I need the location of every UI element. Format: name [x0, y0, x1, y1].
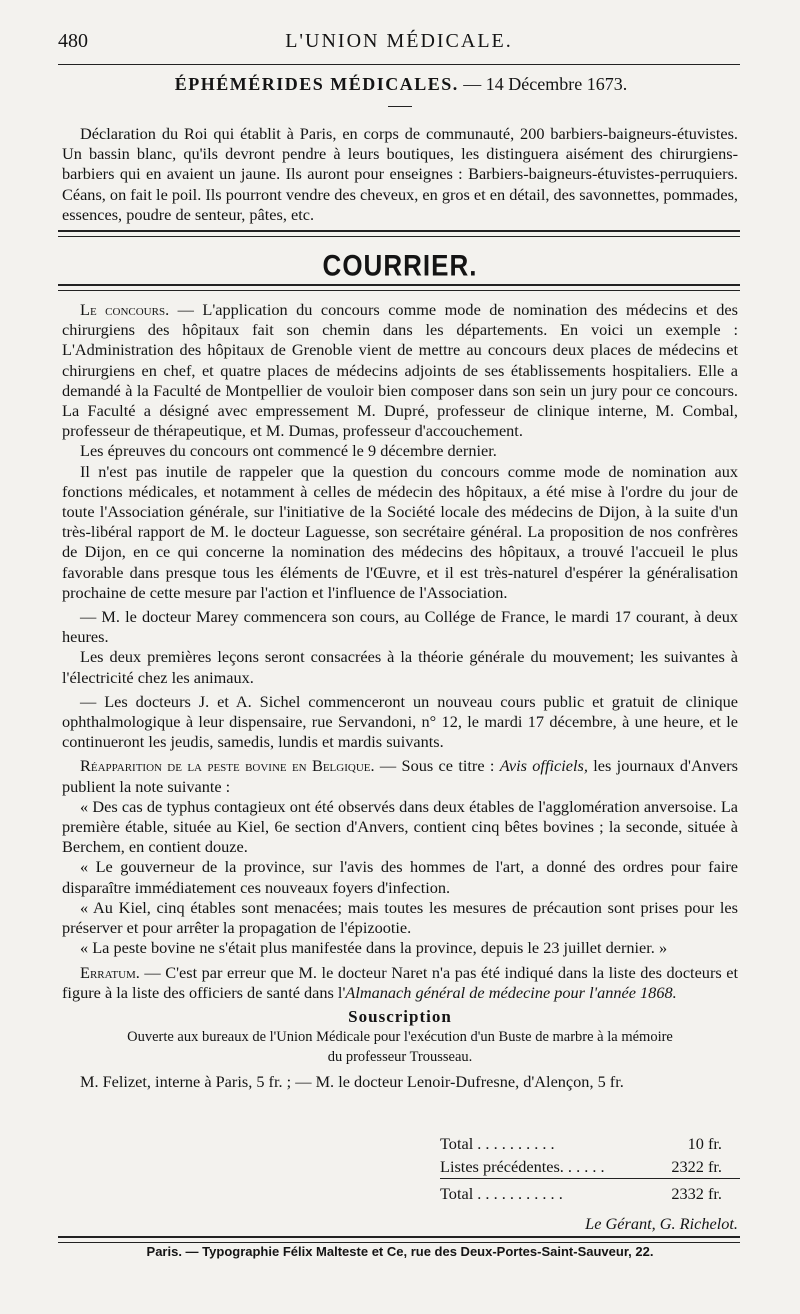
paragraph-erratum: [62, 963, 738, 1003]
text-concours: — L'application du concours comme mode de nomination des médecins et des chirurgiens des hôpitaux fait son chemin dans les départements. En voici un exemple : L'Administration des hôpitaux de Grenoble vient de mettre au concours deux places de médecins et chirurgiens en chef, et quatre places de médecins adjoints de ses établissements hospitaliers. Elle a demandé à la Faculté de Montpellier de vouloir bien composer dans son sein un jury pour ce concours. La Faculté a désigné avec empressement M. Dupré, professeur de clinique interne, M. Combal, professeur de thérapeutique, et M. Dumas, professeur d'accouchement.: [62, 300, 738, 441]
text-erratum: — C'est par erreur que M. le docteur Naret n'a pas été indiqué dans la liste des docteurs et figure à la liste des officiers de santé dans l': [62, 962, 738, 1002]
ephemerides-paragraph: Déclaration du Roi qui établit à Paris, en corps de communauté, 200 barbiers-baigneurs-étuvistes. Un bassin blanc, qu'ils devront pendre à leurs boutiques, les distinguera aisément des chirurgiens-barbiers qui en avaient un jaune. Ils auront pour enseignes : Barbiers-baigneurs-étuvistes-perruquiers. Céans, on fait le poil. Ils pourront vendre des cheveux, en gros et en détail, des savonnettes, pommades, essences, poudre de senteur, pâtes, etc.: [62, 124, 738, 224]
footer-rule: [58, 1236, 740, 1243]
souscription-title: Souscription: [348, 1006, 452, 1026]
totals-value: 10 fr.: [687, 1134, 722, 1153]
paragraph-gouverneur: « Le gouverneur de la province, sur l'avis des hommes de l'art, a donné des ordres pour faire disparaître immédiatement ces nouveaux foyers d'infection.: [62, 857, 738, 897]
souscription-donors: M. Felizet, interne à Paris, 5 fr. ; — M. le docteur Lenoir-Dufresne, d'Alençon, 5 fr.: [80, 1071, 624, 1091]
totals-row: [440, 1184, 722, 1205]
paragraph-lecons: Les deux premières leçons seront consacrées à la théorie générale du mouvement; les suivantes à l'électricité chez les animaux.: [62, 647, 738, 687]
totals-label: Total . . . . . . . . . .: [440, 1134, 555, 1153]
journal-title: L'UNION MÉDICALE.: [285, 30, 513, 52]
courrier-title: COURRIER.: [322, 247, 478, 283]
text-peste-mid: — Sous ce titre :: [374, 756, 500, 776]
totals-label: Total . . . . . . . . . . .: [440, 1184, 563, 1203]
section-double-rule: [58, 230, 740, 237]
text-peste-end: les journaux d'Anvers publient la note suivante :: [62, 756, 739, 796]
lead-peste: Réapparition de la peste bovine en Belgique.: [80, 756, 375, 776]
paragraph-typhus: « Des cas de typhus contagieux ont été observés dans deux étables de l'agglomération anversoise. La première étable, située au Kiel, 6e section d'Anvers, contient cinq bêtes bovines ; la seconde, située à Berchem, en contient douze.: [62, 796, 738, 857]
totals-table: [440, 1134, 722, 1205]
header-rule: [58, 64, 740, 65]
lead-erratum: Erratum.: [80, 962, 140, 982]
printer-footer: Paris. — Typographie Félix Malteste et Ce, rue des Deux-Portes-Saint-Sauveur, 22.: [146, 1244, 654, 1259]
short-rule: [388, 106, 412, 107]
page-number: 480: [58, 30, 88, 52]
text-peste-italic: Avis officiels,: [499, 756, 588, 776]
paragraph-peste-bovine: [62, 756, 738, 796]
paragraph-concours: [62, 300, 738, 441]
paragraph-juillet: « La peste bovine ne s'était plus manifestée dans la province, depuis le 23 juillet dernier. »: [80, 938, 668, 958]
gerant-signature: [585, 1214, 738, 1234]
souscription-line-2: du professeur Trousseau.: [327, 1049, 473, 1066]
totals-row: [440, 1157, 722, 1178]
totals-value: 2322 fr.: [671, 1157, 722, 1176]
totals-row: [440, 1134, 722, 1155]
text-erratum-italic: Almanach général de médecine pour l'année 1868.: [345, 982, 677, 1002]
ephemerides-title: ÉPHÉMÉRIDES MÉDICALES.: [174, 74, 459, 94]
paragraph-marey: — M. le docteur Marey commencera son cours, au Collége de France, le mardi 17 courant, à deux heures.: [62, 607, 738, 647]
lead-concours: Le concours.: [80, 300, 170, 319]
ephemerides-text-block: [62, 124, 738, 225]
ephemerides-date: — 14 Décembre 1673.: [463, 74, 628, 94]
ephemerides-heading: [62, 74, 740, 95]
totals-value: 2332 fr.: [671, 1184, 722, 1203]
courrier-text-block: [62, 300, 738, 1092]
paragraph-epreuves: Les épreuves du concours ont commencé le 9 décembre dernier.: [80, 441, 497, 461]
souscription-line-1: Ouverte aux bureaux de l'Union Médicale pour l'exécution d'un Buste de marbre à la mémoire: [127, 1029, 673, 1046]
section-double-rule-bottom: [58, 284, 740, 291]
page-header: [58, 30, 740, 54]
totals-label: Listes précédentes. . . . . .: [440, 1157, 605, 1176]
gerant-text: Le Gérant, G. Richelot.: [585, 1214, 738, 1233]
paragraph-association: Il n'est pas inutile de rappeler que la question du concours comme mode de nomination aux fonctions médicales, et notamment à celles de médecin des hôpitaux, a été mise à l'ordre du jour de toute l'Association générale, sur l'initiative de la Société locale des médecins de Dijon, à la suite d'un très-libéral rapport de M. le docteur Laguesse, son secrétaire général. La proposition de nos confrères de Dijon, en ce qui concerne la nomination des médecins des hôpitaux, a trouvé l'accueil le plus favorable dans presque tous les éléments de l'Œuvre, et il est très-naturel d'espérer la généralisation prochaine de cette mesure par l'action et l'influence de l'Association.: [62, 461, 738, 602]
paragraph-kiel: « Au Kiel, cinq étables sont menacées; mais toutes les mesures de précaution sont prises pour les préserver et pour arrêter la propagation de l'épizootie.: [62, 897, 738, 938]
totals-rule: [440, 1178, 740, 1179]
paragraph-sichel: — Les docteurs J. et A. Sichel commenceront un nouveau cours public et gratuit de clinique ophthalmologique à leur dispensaire, rue Servandoni, n° 12, le mardi 17 décembre, à une heure, et le continueront les jeudis, samedis, lundis et mardis suivants.: [62, 691, 738, 752]
